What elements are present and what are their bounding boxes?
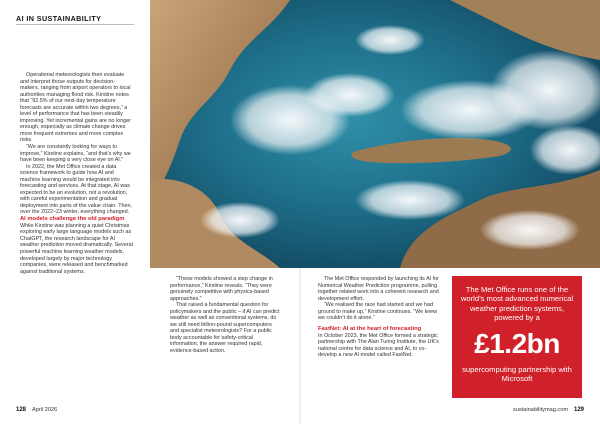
col1-paragraph-1: Operational meteorologists then evaluate and interpret those outputs for decision-makers, ranging from airport operators to local authorities managing flood risk. Kirstine notes that “92.5% of our next-day temperature forecasts are accurate within two degrees,” a level of performance that has been steadily improving. Yet incremental gains are no longer enough, especially as climate change drives more frequent extremes and more complex risks. — [20, 72, 131, 144]
col1-paragraph-2: “We are constantly looking for ways to improve,” Kirstine explains, “and that’s why we have been keeping a very close eye on AI.” — [20, 144, 131, 164]
article-column-3 — [318, 276, 440, 359]
col3-paragraph-1: The Met Office responded by launching its AI for Numerical Weather Prediction programme, pulling together related work into a coherent research and development effort. — [318, 276, 439, 302]
col2-paragraph-1: “These models showed a step change in performance,” Kirstine reveals. “They were genuinely competitive with physics-based approaches.” — [170, 276, 273, 302]
col1-paragraph-4: While Kirstine was planning a quiet Christmas exploring early large language models such as ChatGPT, the research landscape for AI weather prediction moved dramatically. Several powerful machine learning weather models, developed largely by major technology companies, were released and benchmarked against traditional systems. — [20, 222, 133, 275]
satellite-image — [150, 0, 600, 268]
footer-right — [513, 407, 584, 413]
callout-big-number: £1.2bn — [474, 327, 560, 359]
col3-paragraph-3: In October 2023, the Met Office formed a strategic partnership with The Alan Turing Institute, the UK’s national centre for data science and AI, to co-develop a new AI model called FastNet. — [318, 332, 439, 359]
col2-paragraph-2: That raised a fundamental question for policymakers and the public – if AI can predict weather as well as conventional systems, do we still need billion-pound supercomputers and specialist meteorologists? For a public body accountable for safety-critical information, the answer required rapid, evidence-based action. — [170, 302, 280, 355]
issue-date: April 2026 — [32, 407, 58, 413]
article-column-2 — [170, 276, 280, 355]
section-tag: AI IN SUSTAINABILITY — [16, 14, 102, 23]
callout-box — [452, 276, 582, 398]
article-column-1 — [20, 72, 134, 275]
left-page-number: 128 — [16, 407, 27, 413]
col3-subhead: FastNet: AI at the heart of forecasting — [318, 325, 422, 332]
page-gutter — [299, 268, 301, 424]
col1-subhead: AI models challenge the old paradigm — [20, 216, 125, 223]
col1-paragraph-3: In 2022, the Met Office created a data science framework to guide how AI and machine learning would be integrated into forecasting and services. At that stage, AI was expected to be an evolution, not a revolution, with careful experimentation and gradual deployment into parts of the value chain. Then, over the 2022–23 winter, everything changed. — [20, 163, 132, 216]
right-page-number: 129 — [573, 407, 584, 413]
site-url[interactable]: sustainabilitymag.com — [512, 407, 568, 413]
col3-paragraph-2: “We realised the race had started and we had ground to make up,” Kirstine continues. “We knew we couldn’t do it alone.” — [318, 302, 438, 322]
section-tag-rule — [16, 24, 134, 25]
callout-bottom-text: supercomputing partnership with Microsoft — [462, 364, 572, 384]
callout-top-text: The Met Office runs one of the world’s most advanced numerical weather prediction systems, powered by a — [460, 285, 574, 323]
footer-left — [16, 407, 57, 413]
